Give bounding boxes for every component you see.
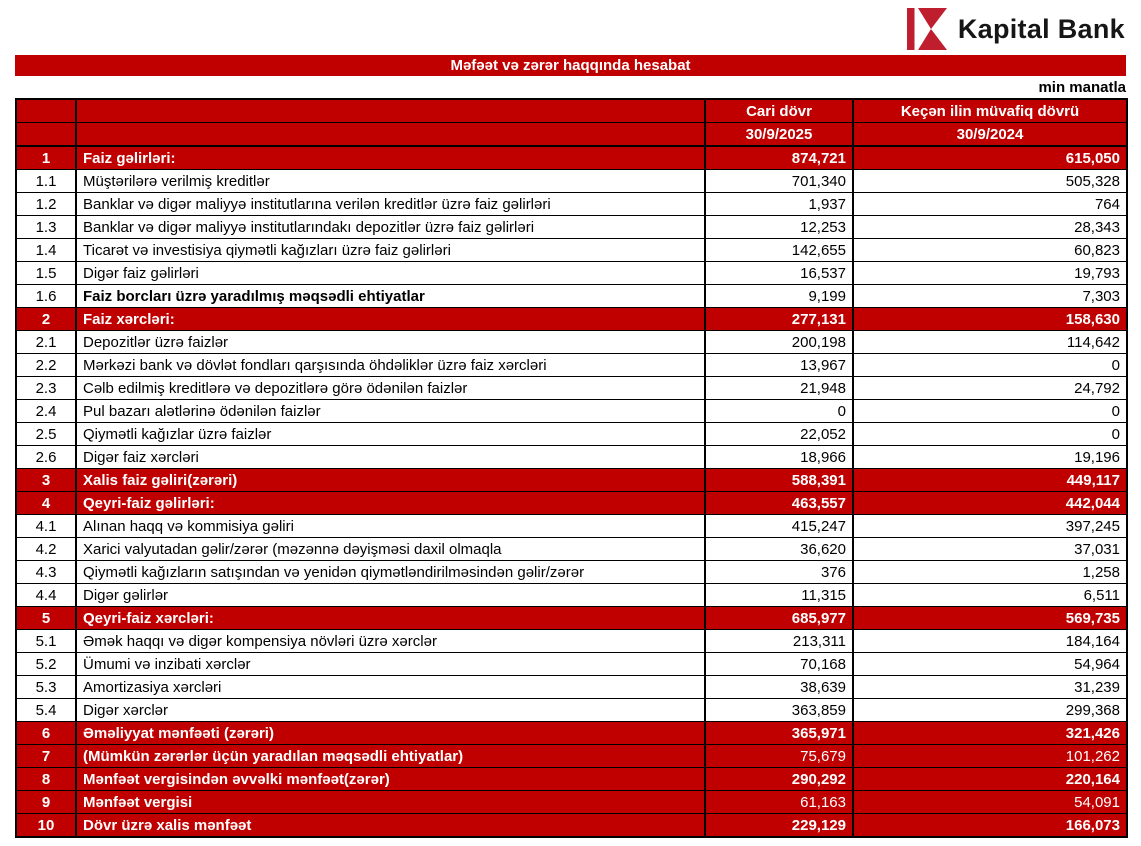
report-title: Məfəət və zərər haqqında hesabat: [450, 57, 691, 74]
row-label-cell: Ümumi və inzibati xərclər: [76, 653, 705, 676]
header-previous-date: 30/9/2024: [853, 123, 1127, 147]
current-value-cell: 11,315: [705, 584, 853, 607]
previous-value-cell: 0: [853, 423, 1127, 446]
current-value-cell: 277,131: [705, 308, 853, 331]
previous-value-cell: 7,303: [853, 285, 1127, 308]
row-number-cell: 1.6: [16, 285, 76, 308]
previous-value-cell: 37,031: [853, 538, 1127, 561]
row-number-cell: 5.2: [16, 653, 76, 676]
brand-name: Kapital Bank: [957, 13, 1125, 44]
current-value-cell: 13,967: [705, 354, 853, 377]
row-label-cell: Əməliyyat mənfəəti (zərəri): [76, 722, 705, 745]
current-value-cell: 229,129: [705, 814, 853, 838]
row-number-cell: 4.2: [16, 538, 76, 561]
current-value-cell: 16,537: [705, 262, 853, 285]
table-row: [16, 354, 1127, 377]
row-label-cell: Əmək haqqı və digər kompensiya növləri üzrə xərclər: [76, 630, 705, 653]
row-label-cell: Amortizasiya xərcləri: [76, 676, 705, 699]
row-label-cell: Dövr üzrə xalis mənfəət: [76, 814, 705, 838]
unit-note: min manatla: [1038, 79, 1126, 96]
previous-value-cell: 19,196: [853, 446, 1127, 469]
row-label-cell: Xalis faiz gəliri(zərəri): [76, 469, 705, 492]
current-value-cell: 38,639: [705, 676, 853, 699]
row-label-cell: Faiz gəlirləri:: [76, 146, 705, 170]
header-row-dates: [16, 123, 1127, 147]
row-number-cell: 5.1: [16, 630, 76, 653]
previous-value-cell: 569,735: [853, 607, 1127, 630]
table-row: [16, 331, 1127, 354]
current-value-cell: 1,937: [705, 193, 853, 216]
row-number-cell: 2: [16, 308, 76, 331]
row-number-cell: 6: [16, 722, 76, 745]
current-value-cell: 36,620: [705, 538, 853, 561]
table-row: [16, 584, 1127, 607]
table-row: [16, 239, 1127, 262]
current-value-cell: 685,977: [705, 607, 853, 630]
row-label-cell: (Mümkün zərərlər üçün yaradılan məqsədli ehtiyatlar): [76, 745, 705, 768]
table-row: [16, 814, 1127, 838]
current-value-cell: 70,168: [705, 653, 853, 676]
row-label-cell: Ticarət və investisiya qiymətli kağızları üzrə faiz gəlirləri: [76, 239, 705, 262]
report-title-bar: [15, 55, 1126, 76]
row-label-cell: Mərkəzi bank və dövlət fondları qarşısında öhdəliklər üzrə faiz xərcləri: [76, 354, 705, 377]
row-number-cell: 5.3: [16, 676, 76, 699]
table-row: [16, 699, 1127, 722]
table-row: [16, 722, 1127, 745]
row-label-cell: Qiymətli kağızların satışından və yenidən qiymətləndirilməsindən gəlir/zərər: [76, 561, 705, 584]
previous-value-cell: 28,343: [853, 216, 1127, 239]
table-row: [16, 676, 1127, 699]
row-number-cell: 5: [16, 607, 76, 630]
kapital-bank-logo: [907, 8, 1125, 50]
previous-value-cell: 505,328: [853, 170, 1127, 193]
table-row: [16, 630, 1127, 653]
row-number-cell: 3: [16, 469, 76, 492]
header-empty-cell: [76, 123, 705, 147]
row-label-cell: Faiz xərcləri:: [76, 308, 705, 331]
row-label-cell: Pul bazarı alətlərinə ödənilən faizlər: [76, 400, 705, 423]
current-value-cell: 9,199: [705, 285, 853, 308]
current-value-cell: 415,247: [705, 515, 853, 538]
row-number-cell: 2.4: [16, 400, 76, 423]
table-row: [16, 423, 1127, 446]
table-row: [16, 538, 1127, 561]
row-number-cell: 1.4: [16, 239, 76, 262]
previous-value-cell: 299,368: [853, 699, 1127, 722]
current-value-cell: 376: [705, 561, 853, 584]
row-label-cell: Xarici valyutadan gəlir/zərər (məzənnə dəyişməsi daxil olmaqla: [76, 538, 705, 561]
row-number-cell: 2.2: [16, 354, 76, 377]
row-number-cell: 2.6: [16, 446, 76, 469]
table-row: [16, 561, 1127, 584]
table-row: [16, 308, 1127, 331]
current-value-cell: 290,292: [705, 768, 853, 791]
table-row: [16, 469, 1127, 492]
table-row: [16, 216, 1127, 239]
header-current-period: Cari dövr: [705, 99, 853, 123]
row-label-cell: Banklar və digər maliyyə institutlarındakı depozitlər üzrə faiz gəlirləri: [76, 216, 705, 239]
current-value-cell: 363,859: [705, 699, 853, 722]
row-label-cell: Faiz borcları üzrə yaradılmış məqsədli ehtiyatlar: [76, 285, 705, 308]
table-row: [16, 377, 1127, 400]
row-number-cell: 4.3: [16, 561, 76, 584]
previous-value-cell: 0: [853, 400, 1127, 423]
table-row: [16, 193, 1127, 216]
current-value-cell: 588,391: [705, 469, 853, 492]
row-number-cell: 7: [16, 745, 76, 768]
row-number-cell: 2.5: [16, 423, 76, 446]
header-previous-period: Keçən ilin müvafiq dövrü: [853, 99, 1127, 123]
previous-value-cell: 220,164: [853, 768, 1127, 791]
row-label-cell: Banklar və digər maliyyə institutlarına verilən kreditlər üzrə faiz gəlirləri: [76, 193, 705, 216]
previous-value-cell: 1,258: [853, 561, 1127, 584]
current-value-cell: 21,948: [705, 377, 853, 400]
current-value-cell: 463,557: [705, 492, 853, 515]
previous-value-cell: 764: [853, 193, 1127, 216]
current-value-cell: 874,721: [705, 146, 853, 170]
row-label-cell: Qeyri-faiz xərcləri:: [76, 607, 705, 630]
previous-value-cell: 101,262: [853, 745, 1127, 768]
table-row: [16, 262, 1127, 285]
current-value-cell: 61,163: [705, 791, 853, 814]
row-number-cell: 4.1: [16, 515, 76, 538]
previous-value-cell: 60,823: [853, 239, 1127, 262]
table-row: [16, 607, 1127, 630]
row-label-cell: Digər faiz gəlirləri: [76, 262, 705, 285]
previous-value-cell: 166,073: [853, 814, 1127, 838]
current-value-cell: 701,340: [705, 170, 853, 193]
row-number-cell: 1.3: [16, 216, 76, 239]
previous-value-cell: 54,964: [853, 653, 1127, 676]
table-body: [16, 146, 1127, 837]
row-label-cell: Cəlb edilmiş kreditlərə və depozitlərə görə ödənilən faizlər: [76, 377, 705, 400]
row-number-cell: 9: [16, 791, 76, 814]
current-value-cell: 142,655: [705, 239, 853, 262]
current-value-cell: 0: [705, 400, 853, 423]
table-row: [16, 653, 1127, 676]
table-row: [16, 170, 1127, 193]
table-row: [16, 446, 1127, 469]
previous-value-cell: 397,245: [853, 515, 1127, 538]
table-row: [16, 515, 1127, 538]
previous-value-cell: 321,426: [853, 722, 1127, 745]
row-label-cell: Müştərilərə verilmiş kreditlər: [76, 170, 705, 193]
row-number-cell: 1.2: [16, 193, 76, 216]
previous-value-cell: 6,511: [853, 584, 1127, 607]
row-label-cell: Digər xərclər: [76, 699, 705, 722]
previous-value-cell: 24,792: [853, 377, 1127, 400]
kapital-bank-k-mark-icon: [907, 8, 947, 50]
current-value-cell: 12,253: [705, 216, 853, 239]
header-empty-cell: [76, 99, 705, 123]
row-label-cell: Digər gəlirlər: [76, 584, 705, 607]
row-number-cell: 4.4: [16, 584, 76, 607]
row-label-cell: Mənfəət vergisindən əvvəlki mənfəət(zərər): [76, 768, 705, 791]
row-label-cell: Digər faiz xərcləri: [76, 446, 705, 469]
row-number-cell: 10: [16, 814, 76, 838]
table-row: [16, 768, 1127, 791]
row-number-cell: 1: [16, 146, 76, 170]
current-value-cell: 18,966: [705, 446, 853, 469]
table-header: [16, 99, 1127, 146]
row-label-cell: Depozitlər üzrə faizlər: [76, 331, 705, 354]
row-number-cell: 4: [16, 492, 76, 515]
row-label-cell: Mənfəət vergisi: [76, 791, 705, 814]
previous-value-cell: 54,091: [853, 791, 1127, 814]
row-number-cell: 5.4: [16, 699, 76, 722]
previous-value-cell: 615,050: [853, 146, 1127, 170]
current-value-cell: 213,311: [705, 630, 853, 653]
previous-value-cell: 31,239: [853, 676, 1127, 699]
row-label-cell: Alınan haqq və kommisiya gəliri: [76, 515, 705, 538]
table-row: [16, 146, 1127, 170]
header-row-labels: [16, 99, 1127, 123]
table-row: [16, 492, 1127, 515]
table-row: [16, 400, 1127, 423]
header-current-date: 30/9/2025: [705, 123, 853, 147]
current-value-cell: 22,052: [705, 423, 853, 446]
current-value-cell: 365,971: [705, 722, 853, 745]
header-empty-cell: [16, 99, 76, 123]
previous-value-cell: 442,044: [853, 492, 1127, 515]
previous-value-cell: 184,164: [853, 630, 1127, 653]
header-empty-cell: [16, 123, 76, 147]
row-number-cell: 1.1: [16, 170, 76, 193]
previous-value-cell: 449,117: [853, 469, 1127, 492]
row-number-cell: 2.1: [16, 331, 76, 354]
row-label-cell: Qiymətli kağızlar üzrə faizlər: [76, 423, 705, 446]
row-number-cell: 8: [16, 768, 76, 791]
current-value-cell: 75,679: [705, 745, 853, 768]
previous-value-cell: 0: [853, 354, 1127, 377]
row-label-cell: Qeyri-faiz gəlirləri:: [76, 492, 705, 515]
current-value-cell: 200,198: [705, 331, 853, 354]
table-row: [16, 791, 1127, 814]
profit-loss-table: [15, 98, 1128, 838]
row-number-cell: 2.3: [16, 377, 76, 400]
table-row: [16, 285, 1127, 308]
previous-value-cell: 158,630: [853, 308, 1127, 331]
table-row: [16, 745, 1127, 768]
row-number-cell: 1.5: [16, 262, 76, 285]
previous-value-cell: 114,642: [853, 331, 1127, 354]
previous-value-cell: 19,793: [853, 262, 1127, 285]
